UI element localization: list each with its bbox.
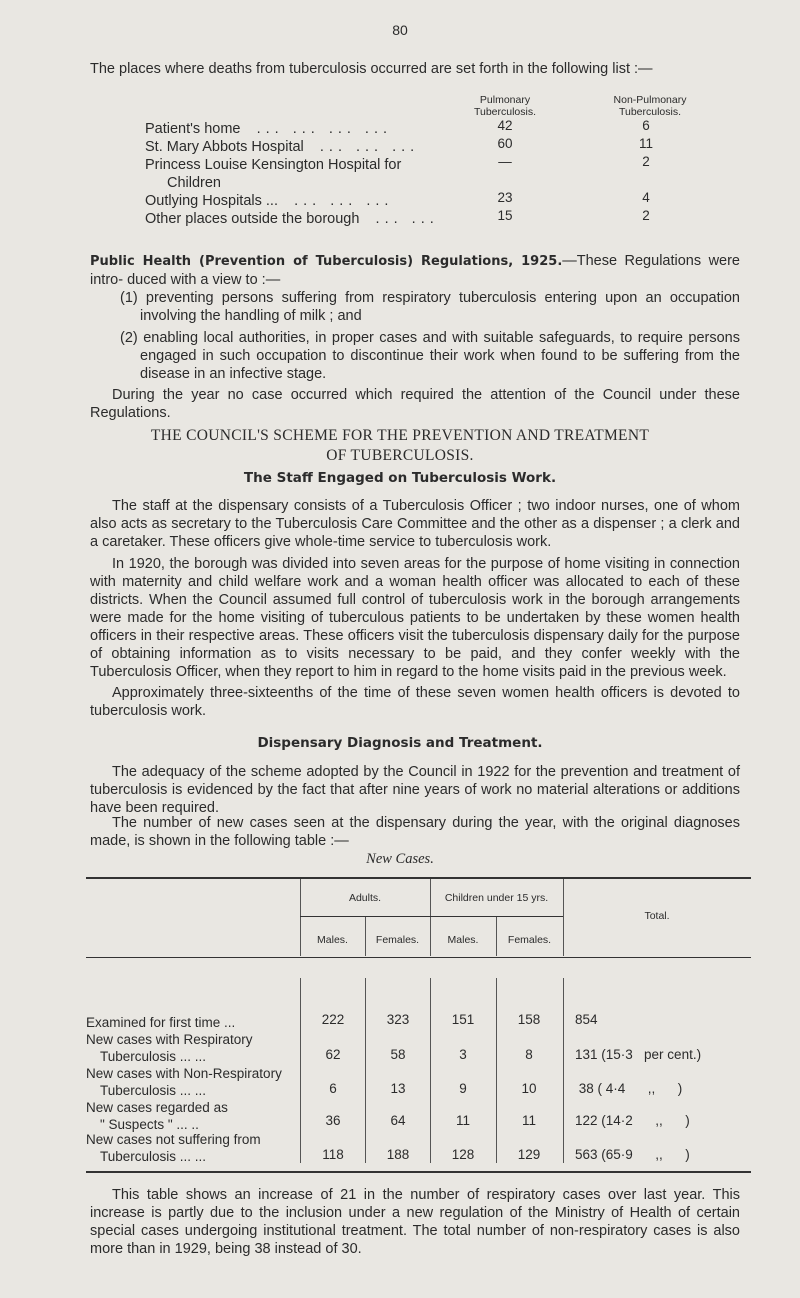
row-label [86, 1065, 282, 1099]
table-divider [496, 978, 497, 1163]
cell-adult-females: 13 [390, 1081, 406, 1096]
places-row [145, 120, 392, 138]
col-pulmonary-header [455, 94, 555, 118]
page-number: 80 [392, 22, 408, 38]
non-pulmonary-value: 4 [642, 190, 650, 205]
regulations-title: Public Health (Prevention of Tuberculosis) Regulations, 1925. [90, 254, 563, 269]
table-top-rule [86, 877, 751, 879]
table-divider [563, 978, 564, 1163]
staff-paragraph-1: The staff at the dispensary consists of a Tuberculosis Officer ; two indoor nurses, one of whom also acts as secretary to the Tuberculosis Care Committee and the other as a dispenser ; a clerk and a caretaker. These officers give whole-time service to tuberculosis work. [90, 498, 740, 550]
cell-adult-males: 36 [325, 1113, 341, 1128]
places-row [145, 156, 401, 192]
row-label [86, 1099, 228, 1133]
cell-child-males: 11 [455, 1113, 470, 1128]
header-adult-females: Females. [375, 934, 420, 946]
table-caption: New Cases. [366, 851, 434, 867]
cell-total: 131 (15·3 per cent.) [575, 1047, 702, 1062]
non-pulmonary-value: 6 [642, 118, 650, 133]
cell-child-females: 129 [517, 1147, 541, 1162]
cell-adult-males: 6 [329, 1081, 337, 1096]
cell-child-females: 11 [521, 1113, 536, 1128]
table-divider [365, 978, 366, 1163]
cell-child-males: 9 [459, 1081, 467, 1096]
place-label-cont: Children [167, 175, 221, 191]
non-pulmonary-value: 2 [642, 208, 650, 223]
row-label [86, 1014, 235, 1031]
places-row [145, 192, 393, 210]
header-adults: Adults. [348, 892, 382, 904]
cell-adult-females: 64 [390, 1113, 406, 1128]
cell-child-females: 8 [525, 1047, 533, 1062]
row-label-line: Tuberculosis ... ... [100, 1049, 207, 1064]
pulmonary-value: — [498, 154, 512, 169]
heading-line: OF TUBERCULOSIS. [326, 447, 474, 464]
cell-adult-females: 58 [390, 1047, 406, 1062]
places-row [145, 138, 419, 156]
cell-total: 854 [575, 1012, 598, 1027]
leader-dots: ... ... ... ... [256, 121, 393, 137]
cell-total: 563 (65·9 ,, ) [575, 1147, 690, 1162]
regulations-text: —These Regulations were intro- duced with a view to :— [90, 253, 740, 288]
header-total: Total. [644, 910, 670, 922]
row-label [86, 1031, 253, 1065]
dispensary-paragraph-2: The number of new cases seen at the dispensary during the year, with the original diagnoses made, is shown in the following table :— [90, 815, 740, 849]
place-label: Outlying Hospitals ... [145, 193, 278, 209]
staff-paragraph-2: In 1920, the borough was divided into seven areas for the purpose of home visiting in connection with maternity and child welfare work and a woman health officer was allocated to each of these districts. When the Council assumed full control of tuberculosis work in the borough arrangements were made for the home visiting of tuberculous patients to be undertaken by these women health officers in their respective areas. These officers visit the tuberculosis dispensary daily for the purpose of obtaining information as to visits necessary to be paid, and they confer weekly with the Tuberculosis Officer, when they report to him in regard to the home visits paid in the previous week. [90, 556, 740, 680]
pulmonary-value: 42 [497, 118, 513, 133]
row-label-line: Examined for first time ... [86, 1015, 236, 1030]
cell-adult-females: 188 [386, 1147, 410, 1162]
cell-adult-males: 118 [322, 1147, 344, 1162]
cell-adult-males: 222 [321, 1012, 345, 1027]
row-label-line: Tuberculosis ... ... [100, 1083, 207, 1098]
place-label: Patient's home [145, 121, 241, 137]
header-child-males: Males. [447, 934, 479, 946]
pulmonary-value: 23 [497, 190, 513, 205]
row-label-line: " Suspects " ... .. [100, 1117, 199, 1132]
subheader-rule [300, 916, 563, 917]
row-label [86, 1131, 261, 1165]
cell-child-males: 3 [459, 1047, 467, 1062]
cell-child-females: 158 [517, 1012, 541, 1027]
header-line: Tuberculosis. [618, 106, 682, 118]
non-pulmonary-value: 2 [642, 154, 650, 169]
heading-line: THE COUNCIL'S SCHEME FOR THE PREVENTION AND TREATMENT [150, 427, 650, 444]
regulation-item-2: (2) enabling local authorities, in proper cases and with suitable safeguards, to require persons engaged in such occupation to discontinue their work when found to be suffering from the disease in an infective stage. [120, 330, 740, 382]
cell-adult-males: 62 [325, 1047, 341, 1062]
header-child-females: Females. [507, 934, 552, 946]
row-label-line: New cases regarded as [86, 1100, 228, 1115]
pulmonary-value: 15 [497, 208, 513, 223]
cell-child-males: 151 [451, 1012, 475, 1027]
closing-paragraph: This table shows an increase of 21 in the number of respiratory cases over last year. This increase is partly due to the inclusion under a new regulation of the Ministry of Health of certain special cases undergoing institutional treatment. The total number of non-respiratory cases is also more than in 1929, being 38 instead of 30. [90, 1187, 740, 1257]
cell-child-males: 128 [451, 1147, 475, 1162]
header-line: Non-Pulmonary [613, 94, 687, 106]
cell-total: 38 ( 4·4 ,, ) [575, 1081, 683, 1096]
row-label-line: New cases with Non-Respiratory [86, 1066, 282, 1081]
staff-paragraph-3: Approximately three-sixteenths of the time of these seven women health officers is devoted to tuberculosis work. [90, 685, 740, 719]
place-label: St. Mary Abbots Hospital [145, 139, 304, 155]
cell-child-females: 10 [521, 1081, 537, 1096]
pulmonary-value: 60 [497, 136, 513, 151]
leader-dots: ... ... [375, 211, 439, 227]
place-label: Princess Louise Kensington Hospital for [145, 157, 402, 173]
header-adult-males: Males. [317, 934, 348, 946]
row-label-line: Tuberculosis ... ... [100, 1149, 207, 1164]
header-bottom-rule [86, 957, 751, 958]
dispensary-heading: Dispensary Diagnosis and Treatment. [257, 735, 543, 751]
place-label: Other places outside the borough [145, 211, 360, 227]
cell-adult-females: 323 [386, 1012, 410, 1027]
places-row [145, 210, 439, 228]
regulations-paragraph [90, 252, 740, 289]
row-label-line: New cases not suffering from [86, 1132, 261, 1147]
table-bottom-rule [86, 1171, 751, 1173]
header-line: Tuberculosis. [473, 106, 537, 118]
regulations-closing: During the year no case occurred which required the attention of the Council under these Regulations. [90, 387, 740, 421]
table-divider [430, 978, 431, 1163]
leader-dots: ... ... ... [294, 193, 394, 209]
header-line: Pulmonary [479, 94, 531, 106]
header-children: Children under 15 yrs. [444, 892, 549, 904]
intro-text: The places where deaths from tuberculosis occurred are set forth in the following list :— [90, 61, 653, 77]
scheme-heading [0, 426, 800, 466]
row-label-line: New cases with Respiratory [86, 1032, 253, 1047]
cell-total: 122 (14·2 ,, ) [575, 1113, 690, 1128]
non-pulmonary-value: 11 [638, 136, 653, 151]
table-divider [300, 978, 301, 1163]
staff-heading: The Staff Engaged on Tuberculosis Work. [243, 470, 557, 486]
regulation-item-1: (1) preventing persons suffering from respiratory tuberculosis entering upon an occupation involving the handling of milk ; and [120, 290, 740, 324]
dispensary-paragraph-1: The adequacy of the scheme adopted by the Council in 1922 for the prevention and treatment of tuberculosis is evidenced by the fact that after nine years of work no material alterations or additions have been required. [90, 764, 740, 816]
col-non-pulmonary-header [590, 94, 710, 118]
leader-dots: ... ... ... [319, 139, 420, 155]
